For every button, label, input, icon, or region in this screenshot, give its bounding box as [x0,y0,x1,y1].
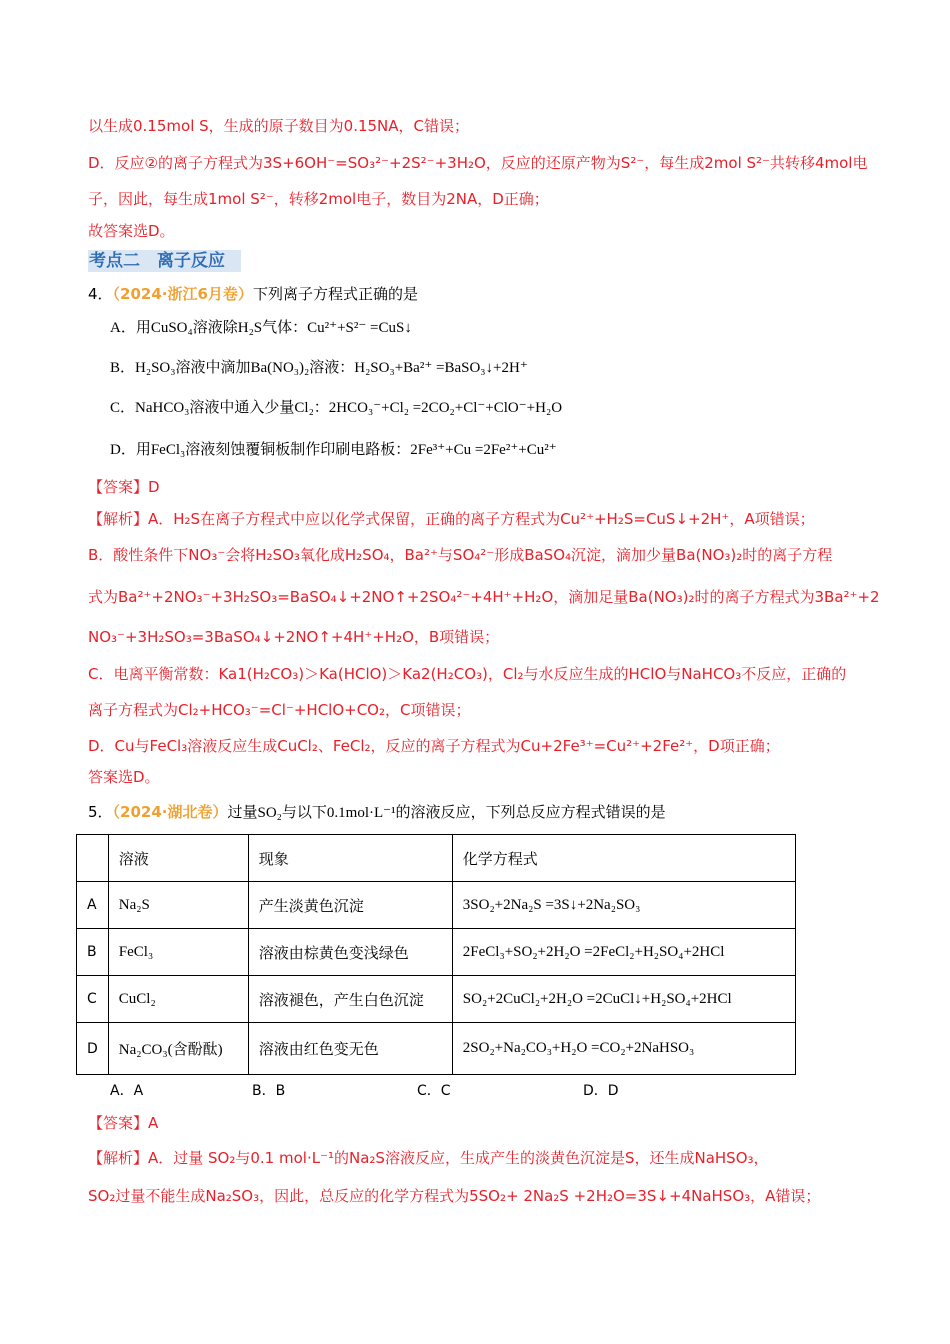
table-row [77,976,796,1023]
table-row [77,929,796,976]
question-source: （2024·湖北卷） [112,803,228,821]
option-c: C．NaHCO₃溶液中通入少量Cl₂：2HCO₃⁻+Cl₂ =2CO₂+Cl⁻+ClO⁻+H₂O [110,400,563,416]
analysis-line: C．电离平衡常数：Ka1(H₂CO₃)＞Ka(HClO)＞Ka2(H₂CO₃)，Cl₂与水反应生成的HClO与NaHCO₃不反应，正确的 [88,665,847,683]
table-cell: C [77,976,109,1023]
option-a: A．用CuSO₄溶液除H₂S气体：Cu²⁺+S²⁻ =CuS↓ [110,320,412,336]
analysis-line: 离子方程式为Cl₂+HCO₃⁻=Cl⁻+HClO+CO₂，C项错误； [88,701,471,719]
table-row [77,1023,796,1075]
paragraph: 子，因此，每生成1mol S²⁻，转移2mol电子，数目为2NA，D正确； [88,190,549,208]
analysis-line: 【解析】A．H₂S在离子方程式中应以化学式保留，正确的离子方程式为Cu²⁺+H₂S=CuS↓+2H⁺，A项错误； [88,510,815,528]
question-text: 过量SO₂与以下0.1mol·L⁻¹的溶液反应，下列总反应方程式错误的是 [227,805,666,821]
table-header-cell [77,835,109,882]
table-header-cell: 化学方程式 [452,835,795,882]
table-cell: 溶液由棕黄色变浅绿色 [248,929,452,976]
question-source: （2024·浙江6月卷） [112,285,253,303]
reaction-table [76,834,796,1075]
paragraph: D．反应②的离子方程式为3S+6OH⁻=SO₃²⁻+2S²⁻+3H₂O，反应的还原产物为S²⁻，每生成2mol S²⁻共转移4mol电 [88,154,868,172]
analysis-line: B．酸性条件下NO₃⁻会将H₂SO₃氧化成H₂SO₄，Ba²⁺与SO₄²⁻形成BaSO₄沉淀，滴加少量Ba(NO₃)₂时的离子方程 [88,546,833,564]
option-b: B．H₂SO₃溶液中滴加Ba(NO₃)₂溶液：H₂SO₃+Ba²⁺ =BaSO₃↓+2H⁺ [110,360,528,376]
table-cell: D [77,1023,109,1075]
choice-c: C．C [417,1083,451,1099]
analysis-line: 答案选D。 [88,768,160,786]
table-cell: SO₂+2CuCl₂+2H₂O =2CuCl↓+H₂SO₄+2HCl [452,976,795,1023]
table-cell: 产生淡黄色沉淀 [248,882,452,929]
question-number: 4． [88,285,113,303]
table-cell: 2SO₂+Na₂CO₃+H₂O =CO₂+2NaHSO₃ [452,1023,795,1075]
analysis-line: D．Cu与FeCl₃溶液反应生成CuCl₂、FeCl₂，反应的离子方程式为Cu+2Fe³⁺=Cu²⁺+2Fe²⁺，D项正确； [88,737,780,755]
answer: 【答案】A [88,1114,159,1132]
table-row [77,882,796,929]
question-5-stem [88,802,666,823]
choice-b: B．B [252,1083,286,1099]
table-cell: A [77,882,109,929]
table-cell: Na₂CO₃(含酚酞) [108,1023,248,1075]
choice-a: A．A [110,1083,144,1099]
table-cell: Na₂S [108,882,248,929]
table-header-cell: 现象 [248,835,452,882]
table-cell: 溶液由红色变无色 [248,1023,452,1075]
answer: 【答案】D [88,478,160,496]
question-number: 5． [88,803,113,821]
analysis-line: 【解析】A．过量 SO₂与0.1 mol·L⁻¹的Na₂S溶液反应，生成产生的淡黄色沉淀是S，还生成NaHSO₃， [88,1149,769,1167]
question-text: 下列离子方程式正确的是 [252,287,418,303]
table-cell: CuCl₂ [108,976,248,1023]
table-cell: 3SO₂+2Na₂S =3S↓+2Na₂SO₃ [452,882,795,929]
table-cell: FeCl₃ [108,929,248,976]
table-header-row [77,835,796,882]
paragraph: 故答案选D。 [88,222,175,240]
analysis-line: SO₂过量不能生成Na₂SO₃，因此，总反应的化学方程式为5SO₂+ 2Na₂S +2H₂O=3S↓+4NaHSO₃，A错误； [88,1187,821,1205]
table-header-cell: 溶液 [108,835,248,882]
section-heading: 考点二 离子反应 [88,250,241,272]
question-4-stem [88,284,418,305]
table-cell: 2FeCl₃+SO₂+2H₂O =2FeCl₂+H₂SO₄+2HCl [452,929,795,976]
option-d: D．用FeCl₃溶液刻蚀覆铜板制作印刷电路板：2Fe³⁺+Cu =2Fe²⁺+Cu²⁺ [110,442,557,458]
table-cell: 溶液褪色，产生白色沉淀 [248,976,452,1023]
table-cell: B [77,929,109,976]
paragraph: 以生成0.15mol S，生成的原子数目为0.15NA，C错误； [88,117,470,135]
choice-d: D．D [583,1083,619,1099]
analysis-line: 式为Ba²⁺+2NO₃⁻+3H₂SO₃=BaSO₄↓+2NO↑+2SO₄²⁻+4H⁺+H₂O，滴加足量Ba(NO₃)₂时的离子方程式为3Ba²⁺+2 [88,588,880,606]
analysis-line: NO₃⁻+3H₂SO₃=3BaSO₄↓+2NO↑+4H⁺+H₂O，B项错误； [88,628,500,646]
